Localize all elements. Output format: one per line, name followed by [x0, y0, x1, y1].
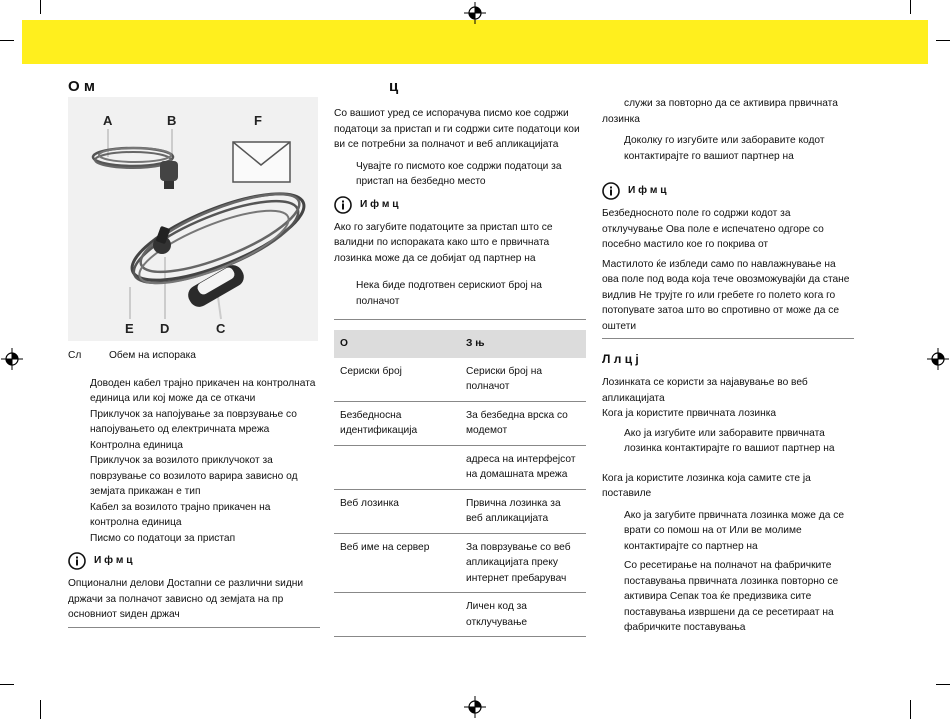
- left-column-body: [68, 348, 320, 628]
- divider: [68, 627, 320, 628]
- table-cell: Безбедносна идентификација: [334, 401, 460, 445]
- table-cell: Сериски број: [334, 358, 460, 402]
- crop-mark: [40, 0, 41, 14]
- table-cell: Веб име на сервер: [334, 533, 460, 593]
- header-banner: [22, 20, 928, 64]
- crop-mark: [0, 684, 14, 685]
- figure-caption-prefix: Сл: [68, 350, 82, 361]
- list-item: Доводен кабел трајно прикачен на контролната единица или кој може да се откачи: [90, 377, 316, 404]
- table-row: [334, 533, 586, 593]
- paragraph-text: служи за повторно да се активира првичната лозинка: [602, 98, 838, 125]
- info-title-text: И ф м ц: [94, 555, 133, 567]
- charger-cable-illustration: [68, 97, 318, 341]
- middle-column: [334, 78, 586, 313]
- list-item: Приклучок за напојување за поврзување со напојувањето од електричната мрежа: [90, 408, 297, 435]
- info-text: Опционални делови Достапни се различни ѕидни држачи за полначот зависно од земјата на пр основниот ѕиден држач: [68, 578, 304, 620]
- label-f: F: [254, 113, 262, 128]
- table-header-row: [334, 330, 586, 358]
- table-row: [334, 358, 586, 402]
- list-item: Со ресетирање на полначот на фабричките поставувања првичната лозинка повторно се активира Сепак тоа ќе предизвика сите поставувања извршени да се ресетираат на фабричките поставувања: [624, 560, 839, 633]
- paragraph: Лозинката се користи за најавување во веб апликацијата: [602, 377, 808, 404]
- registration-mark-icon: [464, 2, 486, 24]
- label-d: D: [160, 321, 170, 336]
- list-item: Ако ја загубите првичната лозинка може да се врати со помош на от Или ве молиме контактирајте со партнер на: [624, 509, 845, 552]
- table-row: [334, 445, 586, 489]
- info-text: Ако го загубите податоците за пристап што се валидни по испораката како што е првичната лозинка може да се добијат од партнер на: [334, 221, 553, 264]
- info-title-text: И ф м ц: [360, 198, 399, 210]
- table-row: [334, 593, 586, 637]
- section-heading: Л л ц j: [602, 352, 639, 366]
- product-illustration: [68, 97, 318, 341]
- crop-mark: [936, 40, 950, 41]
- table-header-cell: О: [334, 330, 460, 358]
- table-cell: Првична лозинка за веб апликацијата: [460, 489, 586, 533]
- info-text: Мастилото ќе избледи само по навлажнување на ова поле под вода која тече овозможувајќи да стане видлив Не трујте го или гребете го полето кога го потопувате затоа што во спротивно от може да се оштети: [602, 258, 850, 332]
- label-a: A: [103, 113, 113, 128]
- table-cell: За безбедна врска со модемот: [460, 401, 586, 445]
- divider: [602, 338, 854, 339]
- registration-mark-icon: [1, 348, 23, 370]
- info-icon: [68, 552, 86, 570]
- info-title-text: И ф м ц: [628, 185, 667, 197]
- table-cell: [334, 445, 460, 489]
- table-cell: [334, 593, 460, 637]
- info-box-title: [68, 552, 320, 570]
- list-item: Приклучок за возилото приклучокот за поврзување со возилото варира зависно од земјата прикажан е тип: [90, 455, 298, 497]
- list-item: Нека биде подготвен серискиот број на полначот: [356, 280, 542, 307]
- table-cell: Веб лозинка: [334, 489, 460, 533]
- crop-mark: [0, 40, 14, 41]
- right-column: [602, 96, 854, 640]
- table-row: [334, 401, 586, 445]
- info-box-title: [334, 196, 586, 214]
- info-box-title: [602, 182, 854, 200]
- crop-mark: [40, 700, 41, 719]
- label-b: B: [167, 113, 177, 128]
- list-item: Чувајте го писмото кое содржи податоци за пристап на безбедно место: [356, 160, 562, 187]
- list-item: Кабел за возилото трајно прикачен на контролна единица: [90, 501, 271, 528]
- table-cell: Личен код за отклучување: [460, 593, 586, 637]
- figure-caption-text: Обем на испорака: [109, 350, 196, 361]
- list-item: Ако ја изгубите или заборавите првичната лозинка контактирајте го вашиот партнер на: [624, 427, 835, 454]
- intro-text: Со вашиот уред се испорачува писмо кое содржи податоци за пристап и ги содржи сите податоци кои ви се потребни за полначот и веб апликацијата: [334, 108, 580, 150]
- info-icon: [602, 182, 620, 200]
- list-item: Контролна единица: [90, 439, 183, 451]
- access-data-table: [334, 330, 586, 637]
- crop-mark: [910, 700, 911, 719]
- registration-mark-icon: [464, 696, 486, 718]
- info-icon: [334, 196, 352, 214]
- info-text: Безбедносното поле го содржи кодот за отклучување Ова поле е испечатено одгоре со посебно мастило кое го покрива от: [602, 208, 824, 250]
- label-e: E: [125, 321, 134, 336]
- table-cell: Сериски број на полначот: [460, 358, 586, 402]
- table-cell: За поврзување со веб апликацијата преку интернет пребарувач: [460, 533, 586, 593]
- crop-mark: [910, 0, 911, 14]
- paragraph: [602, 96, 854, 127]
- section-heading: О м: [68, 78, 95, 95]
- list-item: Писмо со податоци за пристап: [90, 532, 236, 544]
- divider: [334, 319, 586, 320]
- crop-mark: [936, 684, 950, 685]
- paragraph: Кога ја користите лозинка која самите сте ја поставиле: [602, 472, 811, 499]
- list-item: Доколку го изгубите или заборавите кодот контактирајте го вашиот партнер на: [624, 135, 825, 162]
- registration-mark-icon: [927, 348, 949, 370]
- table-header-cell: З њ: [460, 330, 586, 358]
- figure-caption: [68, 348, 320, 364]
- section-heading: ц: [389, 78, 399, 95]
- paragraph: Кога ја користите првичната лозинка: [602, 408, 777, 419]
- table-cell: адреса на интерфејсот на домашната мрежа: [460, 445, 586, 489]
- table-row: [334, 489, 586, 533]
- label-c: C: [216, 321, 226, 336]
